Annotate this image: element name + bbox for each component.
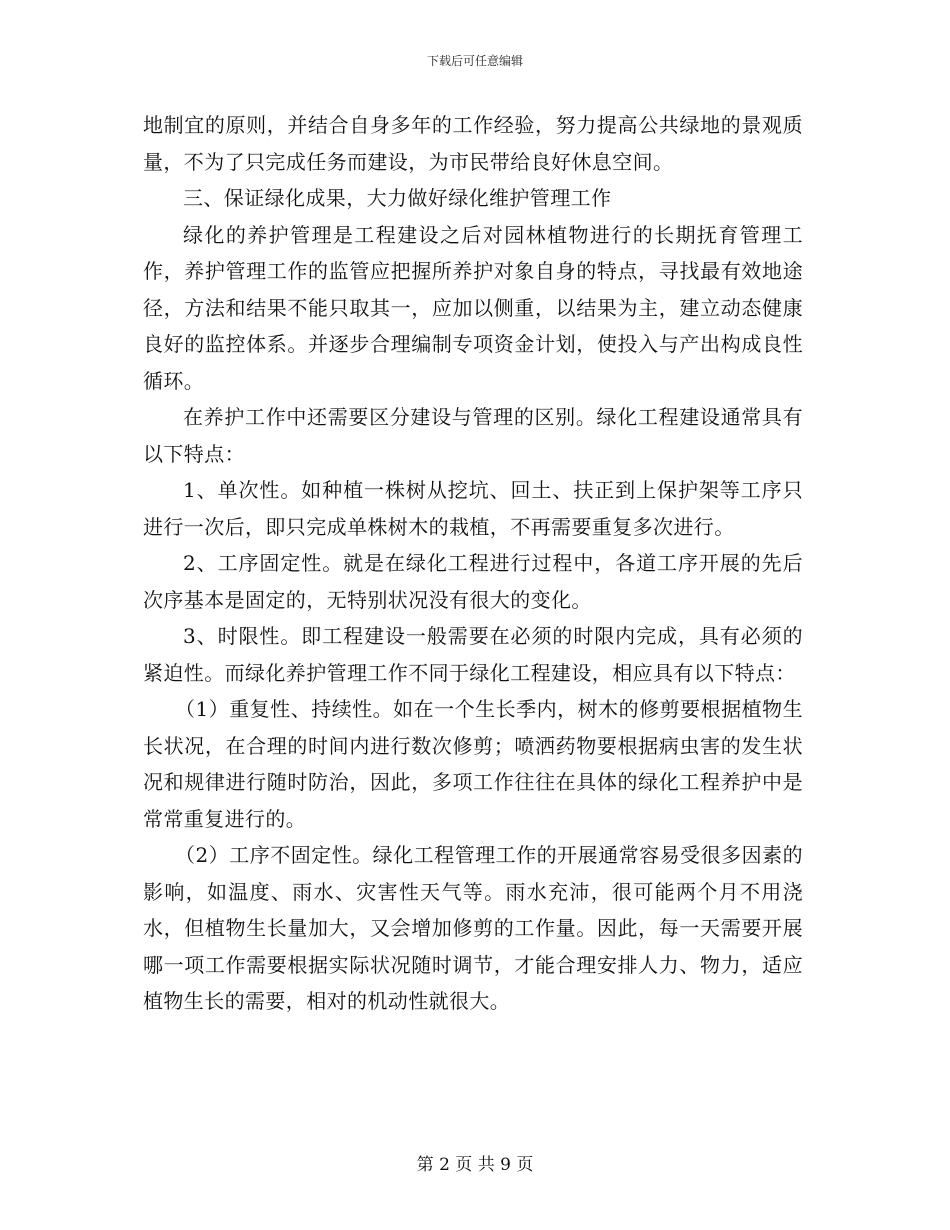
sub-item-repeatability: （1）重复性、持续性。如在一个生长季内，树木的修剪要根据植物生长状况，在合理的时间内进行数次修剪；喷洒药物要根据病虫害的发生状况和规律进行随时防治，因此，多项工作往往在具体的绿化工程养护中是常常重复进行的。 xyxy=(143,697,803,831)
page-number-footer: 第 2 页 共 9 页 xyxy=(416,1155,534,1175)
list-item-single: 1、单次性。如种植一株树从挖坑、回土、扶正到上保护架等工序只进行一次后，即只完成单株树木的栽植，不再需要重复多次进行。 xyxy=(143,478,803,539)
list-item-fixed-process: 2、工序固定性。就是在绿化工程进行过程中，各道工序开展的先后次序基本是固定的，无特别状况没有很大的变化。 xyxy=(143,551,803,612)
paragraph-continuation: 地制宜的原则，并结合自身多年的工作经验，努力提高公共绿地的景观质量，不为了只完成任务而建设，为市民带给良好休息空间。 xyxy=(143,113,803,174)
paragraph-construction-vs-management: 在养护工作中还需要区分建设与管理的区别。绿化工程建设通常具有以下特点： xyxy=(143,405,803,466)
sub-item-variable-process: （2）工序不固定性。绿化工程管理工作的开展通常容易受很多因素的影响，如温度、雨水、灾害性天气等。雨水充沛，很可能两个月不用浇水，但植物生长量加大，又会增加修剪的工作量。因此，每一天需要开展哪一项工作需要根据实际状况随时调节，才能合理安排人力、物力，适应植物生长的需要，相对的机动性就很大。 xyxy=(143,843,803,1013)
section-heading: 三、保证绿化成果，大力做好绿化维护管理工作 xyxy=(183,186,612,210)
page-header: 下载后可任意编辑 xyxy=(426,54,523,68)
list-item-time-limit: 3、时限性。即工程建设一般需要在必须的时限内完成，具有必须的紧迫性。而绿化养护管理工作不同于绿化工程建设，相应具有以下特点： xyxy=(143,624,803,685)
document-body xyxy=(143,107,803,1020)
paragraph-maintenance-management: 绿化的养护管理是工程建设之后对园林植物进行的长期抚育管理工作，养护管理工作的监管应把握所养护对象自身的特点，寻找最有效地途径，方法和结果不能只取其一，应加以侧重，以结果为主，建立动态健康良好的监控体系。并逐步合理编制专项资金计划，使投入与产出构成良性循环。 xyxy=(143,222,803,393)
